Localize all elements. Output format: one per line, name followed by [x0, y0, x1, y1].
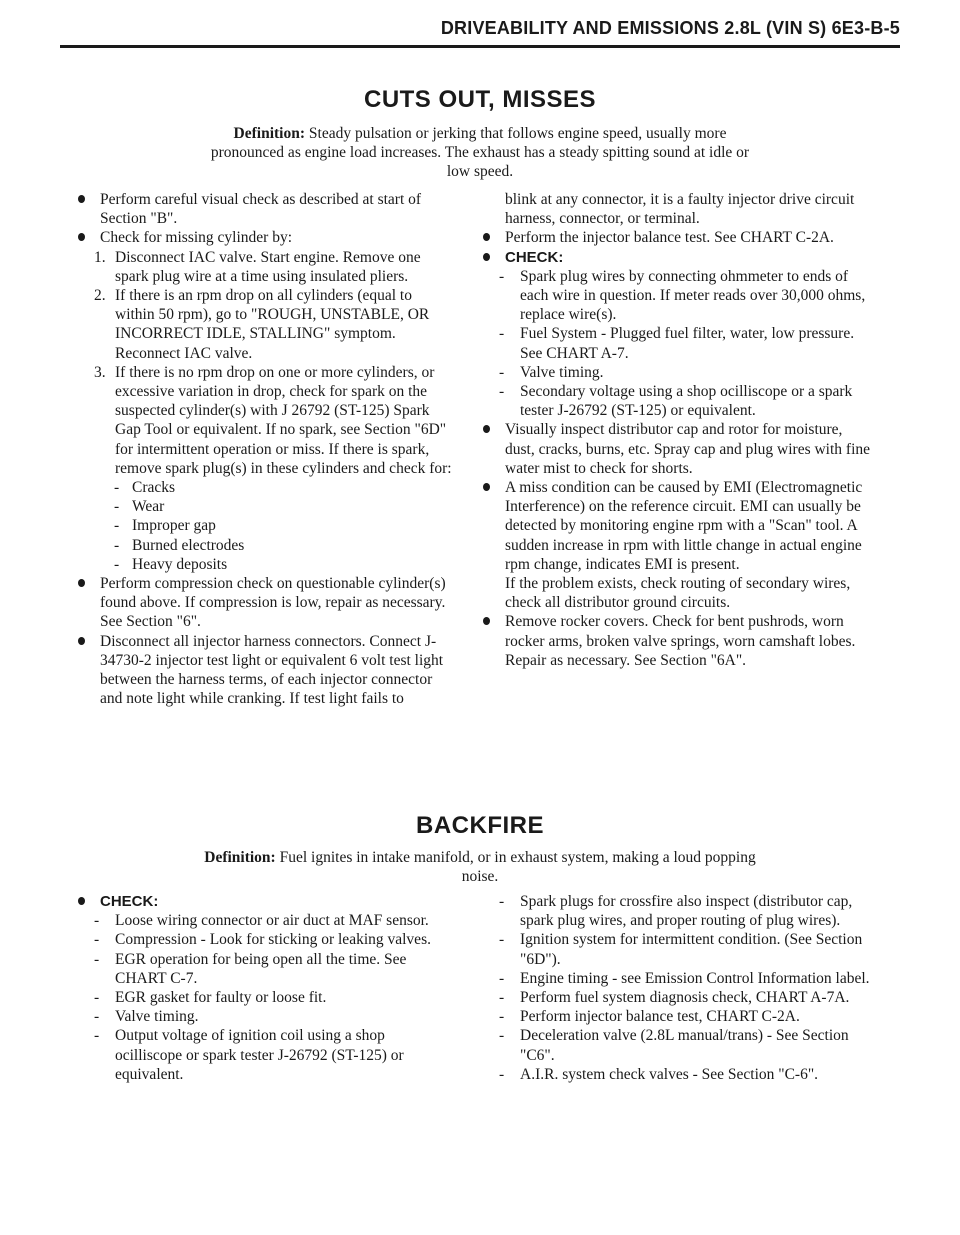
cuts-definition-text: Steady pulsation or jerking that follows engine speed, usually more pronounced as engine load increases. The exhaust has a steady spitting sound at idle or low speed.: [210, 125, 750, 180]
dash-item: [60, 555, 455, 574]
item-text: If there is no rpm drop on one or more cylinders, or excessive variation in drop, check for spark on the suspected cylinder(s) with J 26792 (ST-125) Spark Gap Tool or equivalent. If no spark, see Section "6D" for intermittent operation or miss. If there is spark, remove spark plug(s) in these cylinders and check for:: [115, 363, 452, 477]
item-text: Perform fuel system diagnosis check, CHART A-7A.: [520, 989, 850, 1007]
dash-item: [60, 930, 455, 949]
dash-item: [465, 930, 870, 968]
dash-item: [465, 892, 870, 930]
item-text: Visually inspect distributor cap and rotor for moisture, dust, cracks, burns, etc. Spray cap and plug wires with fine water mist to check for shorts.: [505, 421, 871, 477]
cuts-right-column: [465, 190, 870, 670]
bullet-item: [60, 228, 455, 247]
item-text: If the problem exists, check routing of secondary wires, check all distributor ground circuits.: [505, 575, 851, 612]
item-text: Valve timing.: [115, 1008, 199, 1026]
step-number: 1.: [94, 248, 106, 266]
item-text: Remove rocker covers. Check for bent pushrods, worn rocker arms, broken valve springs, worn camshaft lobes. Repair as necessary. See Section "6A".: [505, 613, 856, 669]
item-text: Perform careful visual check as described at start of Section "B".: [100, 191, 422, 228]
item-text: If there is an rpm drop on all cylinders (equal to within 50 rpm), go to "ROUGH, UNSTABLE, OR INCORRECT IDLE, STALLING" symptom. Reconnect IAC valve.: [115, 287, 430, 362]
numbered-step: [60, 248, 455, 286]
cuts-title: CUTS OUT, MISSES: [363, 86, 597, 113]
backfire-definition-text: Fuel ignites in intake manifold, or in exhaust system, making a loud popping noise.: [279, 849, 756, 885]
backfire-left-column: [60, 892, 455, 1084]
dash-item: [60, 478, 455, 497]
numbered-step: [60, 363, 455, 478]
dash-item: [465, 1007, 870, 1026]
dash-item: [465, 382, 870, 420]
item-text: Perform the injector balance test. See CHART C-2A.: [505, 229, 834, 247]
item-text: Spark plugs for crossfire also inspect (distributor cap, spark plug wires, and proper routing of plug wires).: [520, 893, 853, 930]
item-text: Heavy deposits: [132, 555, 228, 573]
item-text: Fuel System - Plugged fuel filter, water, low pressure. See CHART A-7.: [520, 325, 855, 362]
item-text: Cracks: [132, 479, 176, 497]
item-text: Secondary voltage using a shop ocilliscope or a spark tester J-26792 (ST-125) or equivalent.: [520, 383, 853, 420]
bullet-item: [60, 190, 455, 228]
bullet-item: [60, 632, 455, 709]
item-text: blink at any connector, it is a faulty injector drive circuit harness, connector, or terminal.: [505, 191, 855, 228]
item-text: Compression - Look for sticking or leaking valves.: [115, 931, 431, 949]
cuts-definition: [200, 124, 760, 181]
dash-item: [60, 950, 455, 988]
bullet-item: [465, 478, 870, 574]
item-text: Engine timing - see Emission Control Information label.: [520, 969, 870, 987]
item-text: Disconnect IAC valve. Start engine. Remove one spark plug wire at a time using insulated pliers.: [115, 248, 421, 285]
cuts-left-column: [60, 190, 455, 708]
item-text: Spark plug wires by connecting ohmmeter to ends of each wire in question. If meter reads over 30,000 ohms, replace wire(s).: [520, 267, 866, 324]
bullet-item: [60, 574, 455, 632]
item-text: A miss condition can be caused by EMI (Electromagnetic Interference) on the reference circuit. EMI can usually be detected by monitoring engine rpm with a "Scan" tool. A sudden increase in rpm with little change in actual engine rpm change, indicates EMI is present.: [505, 479, 863, 573]
dash-item: [465, 1026, 870, 1064]
cuts-definition-label: Definition:: [233, 125, 306, 142]
paragraph: [465, 574, 870, 612]
dash-item: [465, 267, 870, 325]
item-text: Perform compression check on questionable cylinder(s) found above. If compression is low, repair as necessary. See Section "6".: [100, 575, 446, 631]
item-text: Check for missing cylinder by:: [100, 229, 292, 247]
dash-item: [60, 911, 455, 930]
bullet-item: [465, 420, 870, 478]
step-number: 2.: [94, 287, 106, 305]
dash-item: [465, 969, 870, 988]
item-text: Loose wiring connector or air duct at MAF sensor.: [115, 912, 429, 930]
item-text: EGR operation for being open all the time. See CHART C-7.: [115, 950, 407, 987]
backfire-right-column: [465, 892, 870, 1084]
item-text: Ignition system for intermittent condition. (See Section "6D").: [520, 931, 863, 968]
bullet-item: [465, 228, 870, 247]
check-heading: [465, 248, 870, 267]
item-text: CHECK:: [505, 248, 564, 266]
dash-item: [465, 988, 870, 1007]
dash-item: [60, 497, 455, 516]
dash-item: [465, 1065, 870, 1084]
backfire-definition: [200, 848, 760, 886]
dash-item: [60, 1007, 455, 1026]
backfire-definition-label: Definition:: [204, 849, 276, 866]
item-text: Burned electrodes: [132, 536, 245, 554]
item-text: Improper gap: [132, 517, 216, 535]
dash-item: [60, 516, 455, 535]
item-text: A.I.R. system check valves - See Section "C-6".: [520, 1065, 819, 1083]
item-text: Valve timing.: [520, 363, 604, 381]
check-heading: [60, 892, 455, 911]
page-header: DRIVEABILITY AND EMISSIONS 2.8L (VIN S) 6E3-B-5: [440, 18, 900, 38]
dash-item: [465, 324, 870, 362]
paragraph: [465, 190, 870, 228]
dash-item: [60, 536, 455, 555]
backfire-title: BACKFIRE: [416, 812, 544, 839]
header-rule: [60, 45, 900, 48]
item-text: Perform injector balance test, CHART C-2A.: [520, 1008, 800, 1026]
item-text: CHECK:: [100, 893, 159, 910]
dash-item: [465, 363, 870, 382]
numbered-step: [60, 286, 455, 363]
item-text: Deceleration valve (2.8L manual/trans) - See Section "C6".: [520, 1027, 849, 1064]
item-text: Output voltage of ignition coil using a shop ocilliscope or spark tester J-26792 (ST-125) or equivalent.: [115, 1027, 404, 1083]
dash-item: [60, 988, 455, 1007]
step-number: 3.: [94, 363, 106, 381]
dash-item: [60, 1026, 455, 1084]
item-text: Disconnect all injector harness connectors. Connect J-34730-2 injector test light or equivalent 6 volt test light between the harness terms, of each injector connector and note light while cranking. If test light fails to: [100, 632, 444, 708]
item-text: EGR gasket for faulty or loose fit.: [115, 989, 327, 1007]
bullet-item: [465, 612, 870, 670]
item-text: Wear: [132, 498, 165, 516]
